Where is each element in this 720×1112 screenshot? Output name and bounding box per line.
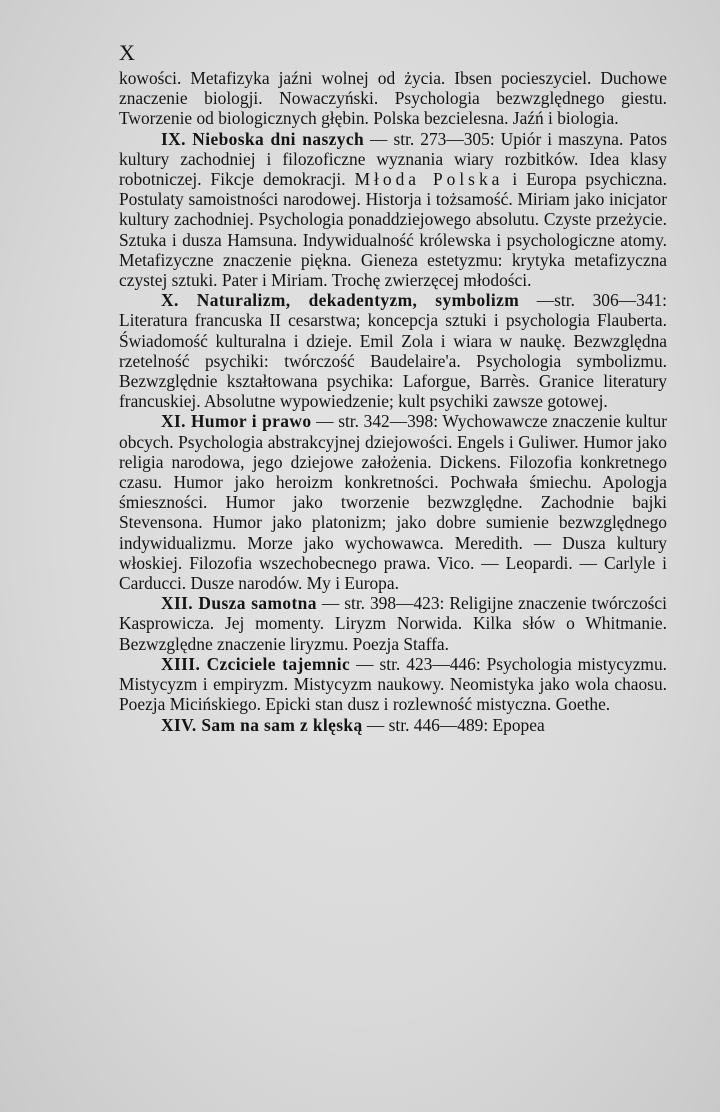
page-number: X <box>119 40 136 65</box>
chapter-heading: XII. Dusza samotna <box>161 593 317 614</box>
chapter-xiv <box>119 715 667 735</box>
chapter-xii <box>119 593 667 654</box>
chapter-heading: XIII. Czciciele tajemnic <box>161 653 351 674</box>
chapter-heading: XI. Humor i prawo <box>161 411 312 432</box>
chapter-xiii <box>119 654 667 715</box>
chapter-text: Epopea <box>492 714 545 735</box>
chapter-text-continued: i Europa psychiczna. Postulaty samoistności narodowej. Historja i tożsamość. Miriam jako inicjator kultury zachodniej. Psychologia ponaddziejowego absolutu. Czyste przeżycie. Sztuka i dusza Hamsuna. Indywidualność królewska i psychologiczne atomy. Metafizyczne znaczenie piękna. Gieneza estetyzmu: krytyka metafizyczna czystej sztuki. Pater i Miriam. Trochę zwierzęcej młodości. <box>119 169 668 291</box>
table-of-contents-text <box>119 68 667 735</box>
chapter-pages: — str. 446—489: <box>362 714 493 735</box>
chapter-text: Literatura francuska II cesarstwa; koncepcja sztuki i psychologia Flauberta. Świadomość kulturalna i dzieje. Emil Zola i wiara w naukę. Bezwzględna rzetelność psychiki: twórczość Baudelaire'a. Psychologia symbolizmu. Bezwzględnie kształtowana psychika: Laforgue, Barrès. Granice literatury francuskiej. Absolutne wypowiedzenie; kult psychiki zawsze gotowej. <box>119 310 667 412</box>
chapter-ix <box>119 129 667 291</box>
chapter-pages: — str. 423—446: <box>350 653 487 674</box>
chapter-text: Psychologia mistycyzmu. Mistycyzm i empiryzm. Mistycyzm naukowy. Neomistyka jako wola chaosu. Poezja Micińskiego. Epicki stan dusz i rozlewność mistyczna. Goethe. <box>119 653 667 715</box>
chapter-heading: XIV. Sam na sam z klęską <box>161 714 363 735</box>
chapter-text: Wychowawcze znaczenie kultur obcych. Psychologia abstrakcyjnej dziejowości. Engels i Guliwer. Humor jako religia narodowa, jego dziejowe założenia. Dickens. Filozofia konkretnego czasu. Humor jako heroizm konkretności. Pochwała śmiechu. Apologja śmieszności. Humor jako tworzenie bezwzględne. Zachodnie bajki Stevensona. Humor jako platonizm; jako dobre sumienie bezwzględnego indywidualizmu. Morze jako wychowawca. Meredith. — Dusza kultury włoskiej. Filozofia wszechobecnego prawa. Vico. — Leopardi. — Carlyle i Carducci. Dusze narodów. My i Europa. <box>119 411 667 594</box>
chapter-pages: — str. 342—398: <box>311 411 443 432</box>
chapter-pages: —str. 306—341: <box>519 290 667 311</box>
chapter-xi <box>119 411 667 593</box>
chapter-text: Upiór i maszyna. Patos kultury zachodniej i filozoficzne wyznania wiary rozbitków. Idea klasy robotniczej. Fikcje demokracji. <box>119 128 667 190</box>
spaced-phrase: Młoda Polska <box>354 169 504 190</box>
chapter-pages: — str. 398—423: <box>316 593 450 614</box>
chapter-x <box>119 290 667 411</box>
intro-paragraph: kowości. Metafizyka jaźni wolnej od życia. Ibsen pocieszyciel. Duchowe znaczenie biologji. Nowaczyński. Psychologia bezwzględnego giestu. Tworzenie od biologicznych głębin. Polska bezcielesna. Jaźń i biologia. <box>119 68 667 129</box>
chapter-heading: IX. Nieboska dni naszych <box>161 128 365 149</box>
chapter-text: Religijne znaczenie twórczości Kasprowicza. Jej momenty. Liryzm Norwida. Kilka słów o Whitmanie. Bezwzględne znaczenie liryzmu. Poezja Staffa. <box>119 593 667 654</box>
chapter-heading: X. Naturalizm, dekadentyzm, symbolizm <box>161 290 520 311</box>
chapter-pages: — str. 273—305: <box>364 128 501 149</box>
